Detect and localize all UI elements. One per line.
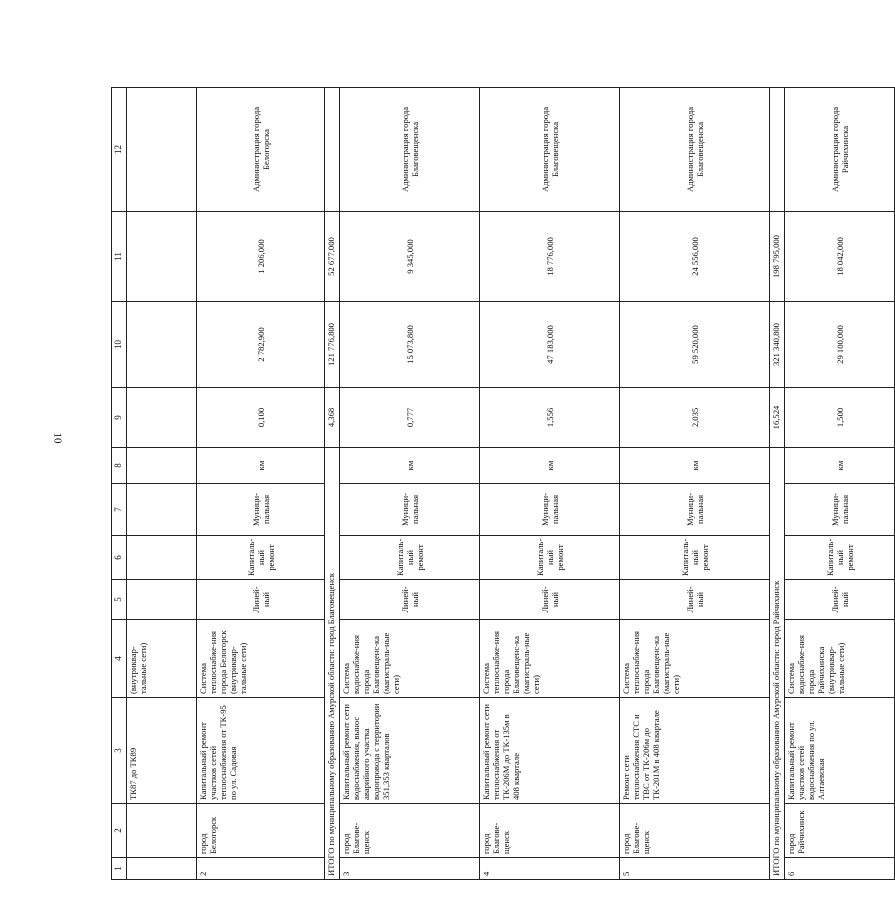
cell-system: Система теплоснабже-ния города Благовещенс-ка (магистраль-ные сети) xyxy=(620,620,770,698)
cell-n xyxy=(127,858,197,880)
cell-n: 3 xyxy=(340,858,480,880)
cell-qty: 0,777 xyxy=(340,388,480,448)
cell-cost2: 9 345,000 xyxy=(340,212,480,302)
cell-kind: Линей-ный xyxy=(785,580,895,620)
rotated-table-container xyxy=(111,88,855,880)
table-row xyxy=(785,88,895,880)
cell-owner xyxy=(127,484,197,536)
summary-empty xyxy=(325,88,340,212)
cell-cost: 15 073,800 xyxy=(340,302,480,388)
cell-cost2: 18 042,000 xyxy=(785,212,895,302)
header-cell: 4 xyxy=(112,620,127,698)
cell-qty: 0,100 xyxy=(197,388,325,448)
cell-unit: км xyxy=(340,448,480,484)
cell-cost: 59 520,000 xyxy=(620,302,770,388)
cell-work: Капиталь-ный ремонт xyxy=(340,536,480,580)
cell-admin: Администрация города Благовещенска xyxy=(480,88,620,212)
cell-work: Капиталь-ный ремонт xyxy=(620,536,770,580)
cell-cost2: 24 556,000 xyxy=(620,212,770,302)
cell-admin: Администрация города Благовещенска xyxy=(340,88,480,212)
cell-city: город Благове-щенск xyxy=(480,804,620,858)
summary-cost: 121 776,800 xyxy=(325,302,340,388)
cell-desc: Ремонт сети теплоснабжения СТС и ТВС от ТК-206м до ТК-201М в 408 квартале xyxy=(620,698,770,804)
cell-system: Система теплоснабже-ния города Белогорск (внутриквар-тальные сети) xyxy=(197,620,325,698)
cell-work: Капиталь-ный ремонт xyxy=(480,536,620,580)
cell-desc: Капитальный ремонт участков сетей теплоснабжения от ТК-95 по ул. Садовая xyxy=(197,698,325,804)
summary-qty: 16,524 xyxy=(770,388,785,448)
cell-cost: 29 100,000 xyxy=(785,302,895,388)
cell-work: Капиталь-ный ремонт xyxy=(197,536,325,580)
cell-n: 5 xyxy=(620,858,770,880)
summary-label: ИТОГО по муниципальному образованию Амурской области: город Райчихинск xyxy=(770,448,785,880)
cell-system: (внутриквар-тальные сети) xyxy=(127,620,197,698)
header-cell: 5 xyxy=(112,580,127,620)
cell-n: 2 xyxy=(197,858,325,880)
header-cell: 9 xyxy=(112,388,127,448)
header-cell: 10 xyxy=(112,302,127,388)
summary-row xyxy=(325,88,340,880)
header-cell: 11 xyxy=(112,212,127,302)
cell-n: 6 xyxy=(785,858,895,880)
cell-city: город Благове-щенск xyxy=(340,804,480,858)
cell-city xyxy=(127,804,197,858)
cell-kind: Линей-ный xyxy=(620,580,770,620)
header-cell: 8 xyxy=(112,448,127,484)
cell-owner: Муници-пальная xyxy=(197,484,325,536)
summary-row xyxy=(770,88,785,880)
cell-city: город Благове-щенск xyxy=(620,804,770,858)
summary-cost2: 198 795,000 xyxy=(770,212,785,302)
table-row xyxy=(340,88,480,880)
cell-desc: Капитальный ремонт участков сетей водоснабжения по ул. Алтаевская xyxy=(785,698,895,804)
header-cell: 7 xyxy=(112,484,127,536)
cell-admin xyxy=(127,88,197,212)
cell-qty: 1,500 xyxy=(785,388,895,448)
cell-system: Система водоснабже-ния города Райчихинска (внутриквар-тальные сети) xyxy=(785,620,895,698)
summary-empty xyxy=(770,88,785,212)
table-row xyxy=(127,88,197,880)
header-row xyxy=(112,88,127,880)
cell-unit: км xyxy=(785,448,895,484)
cell-owner: Муници-пальная xyxy=(620,484,770,536)
cell-owner: Муници-пальная xyxy=(480,484,620,536)
cell-unit: км xyxy=(480,448,620,484)
cell-qty xyxy=(127,388,197,448)
summary-qty: 4,368 xyxy=(325,388,340,448)
cell-desc: Капитальный ремонт сети теплоснабжения от ТК-206М до ТК-135м в 408 квартале xyxy=(480,698,620,804)
cell-cost2 xyxy=(127,212,197,302)
cell-work xyxy=(127,536,197,580)
header-cell: 1 xyxy=(112,858,127,880)
cell-cost2: 18 776,000 xyxy=(480,212,620,302)
cell-kind: Линей-ный xyxy=(197,580,325,620)
header-cell: 6 xyxy=(112,536,127,580)
works-table xyxy=(111,87,895,880)
cell-work: Капиталь-ный ремонт xyxy=(785,536,895,580)
cell-owner: Муници-пальная xyxy=(785,484,895,536)
cell-unit: км xyxy=(620,448,770,484)
cell-admin: Администрация города Райчихинска xyxy=(785,88,895,212)
cell-system: Система водоснабже-ния города Благовещенс-ка (магистраль-ные сети) xyxy=(340,620,480,698)
cell-cost: 47 183,000 xyxy=(480,302,620,388)
cell-city: город Белогорск xyxy=(197,804,325,858)
table-row xyxy=(480,88,620,880)
header-cell: 2 xyxy=(112,804,127,858)
table-row xyxy=(197,88,325,880)
cell-n: 4 xyxy=(480,858,620,880)
cell-owner: Муници-пальная xyxy=(340,484,480,536)
cell-kind: Линей-ный xyxy=(340,580,480,620)
header-cell: 3 xyxy=(112,698,127,804)
cell-kind: Линей-ный xyxy=(480,580,620,620)
cell-cost xyxy=(127,302,197,388)
cell-unit: км xyxy=(197,448,325,484)
cell-kind xyxy=(127,580,197,620)
cell-city: город Райчихинск xyxy=(785,804,895,858)
cell-cost2: 1 206,000 xyxy=(197,212,325,302)
summary-cost2: 52 677,000 xyxy=(325,212,340,302)
cell-qty: 1,556 xyxy=(480,388,620,448)
cell-cost: 2 782,900 xyxy=(197,302,325,388)
cell-admin: Администрация города Белогорска xyxy=(197,88,325,212)
cell-qty: 2,035 xyxy=(620,388,770,448)
cell-desc: Капитальный ремонт сети водоснабжения, вынос аварийного участка водопровода с территории 351,353 кварталов xyxy=(340,698,480,804)
header-cell: 12 xyxy=(112,88,127,212)
cell-system: Система теплоснабже-ния города Благовещенс-ка (магистраль-ные сети) xyxy=(480,620,620,698)
summary-label: ИТОГО по муниципальному образованию Амурской области: город Благовещенск xyxy=(325,448,340,880)
cell-desc: ТК87 до ТК89 xyxy=(127,698,197,804)
summary-cost: 321 340,800 xyxy=(770,302,785,388)
table-row xyxy=(620,88,770,880)
page-number: 10 xyxy=(51,432,64,444)
cell-admin: Администрация города Благовещенска xyxy=(620,88,770,212)
cell-unit xyxy=(127,448,197,484)
